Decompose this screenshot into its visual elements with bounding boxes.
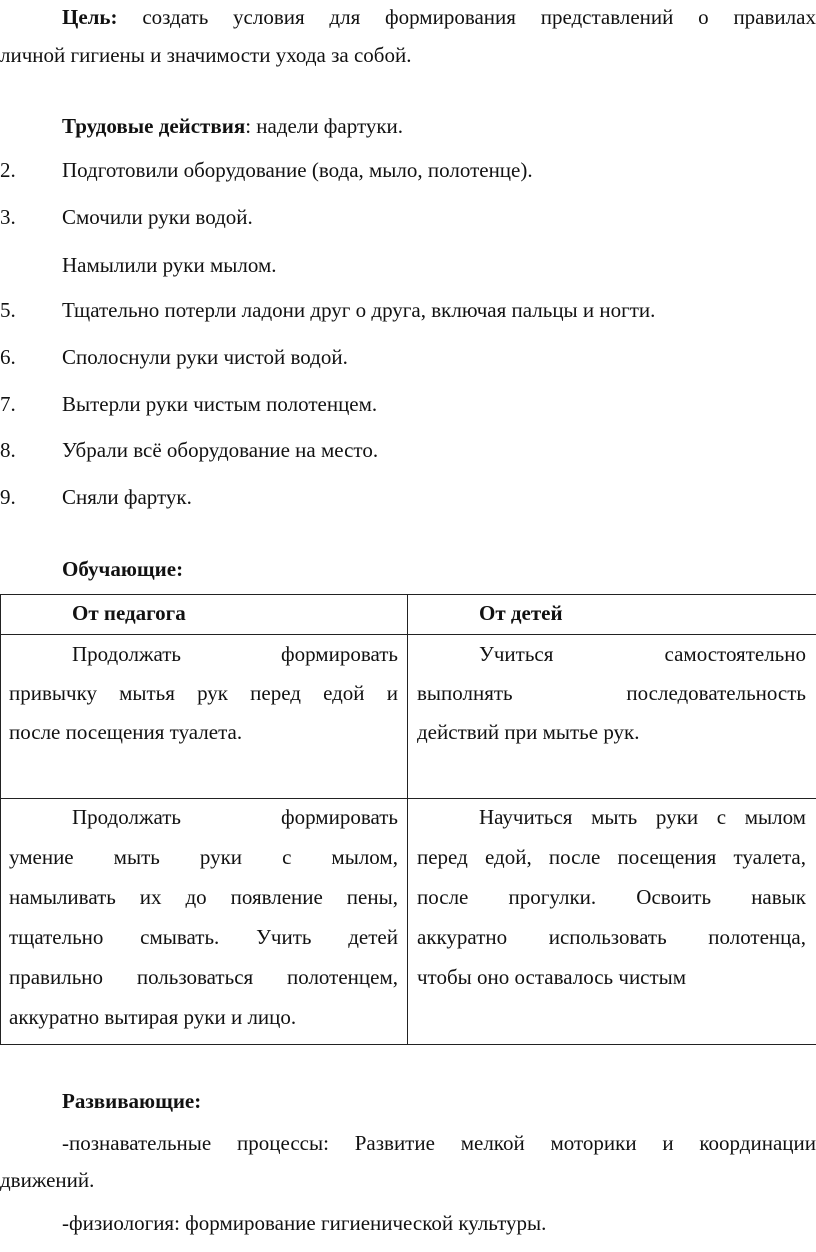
cell-word: с [716,805,727,829]
table-cell-line [9,680,398,706]
step-number: 6. [0,345,16,369]
cell-word: формировать [281,805,398,829]
cell-word: Освоить [636,885,712,909]
cell-word: после [417,885,469,909]
cell-word: Учить [256,925,312,949]
goal-word: правилах [733,5,816,29]
goal-word: для [329,5,361,29]
cell-word: посещения [617,845,717,869]
cell-word: смывать. [140,925,220,949]
goal-word: создать [142,5,209,29]
table-border [0,798,816,799]
step-text: Намылили руки мылом. [62,253,277,277]
cell-word: формировать [281,642,398,666]
goal-word: условия [233,5,305,29]
goal-word: представлений [540,5,674,29]
cell-word: рук [197,681,228,705]
labor-text: : надели фартуки. [245,114,404,138]
table-cell-line: аккуратно вытирая руки и лицо. [9,1005,297,1029]
developing-heading-text: Развивающие: [62,1089,202,1113]
cell-word: после [548,845,601,869]
cell-word: мыть [591,805,638,829]
cell-word: едой [323,681,365,705]
table-cell-line [417,884,806,910]
cell-word: мытья [119,681,175,705]
cell-word: мыть [113,845,160,869]
cell-word: едой, [485,845,532,869]
cell-word: появление [230,885,323,909]
dev-word: процессы: [237,1131,329,1155]
cell-word: руки [199,845,243,869]
cell-word: мылом [744,805,806,829]
table-cell-line [72,641,398,667]
developing-line-2: -физиология: формирование гигиенической культуры. [62,1211,547,1235]
table-cell-line [479,804,806,830]
teaching-table [0,594,816,1046]
table-cell-line [417,680,806,706]
cell-word: правильно [9,965,104,989]
goal-word: формирования [385,5,516,29]
cell-word: мылом, [331,845,398,869]
step-text: Тщательно потерли ладони друг о друга, включая пальцы и ногти. [62,298,656,322]
table-cell-line [72,804,398,830]
step-number: 5. [0,298,16,322]
cell-word: их [139,885,162,909]
cell-word: пользоваться [136,965,254,989]
developing-line-1-cont: движений. [0,1168,95,1192]
step-number: 3. [0,205,16,229]
table-cell-line: чтобы оно оставалось чистым [417,965,687,989]
cell-word: полотенца, [708,925,806,949]
step-text: Подготовили оборудование (вода, мыло, полотенце). [62,158,533,182]
table-cell-line: действий при мытье рук. [417,720,640,744]
goal-word: о [698,5,709,29]
goal-label: Цель: [62,5,118,29]
step-number: 9. [0,485,16,509]
step-text: Смочили руки водой. [62,205,253,229]
step-text: Сняли фартук. [62,485,192,509]
cell-word: самостоятельно [664,642,806,666]
cell-word: Учиться [479,642,554,666]
dev-word: и [662,1131,674,1155]
cell-word: прогулки. [508,885,597,909]
step-number: 7. [0,392,16,416]
cell-word: полотенцем, [286,965,398,989]
cell-word: туалета, [733,845,806,869]
table-header-teacher [72,600,186,626]
table-header-text: От детей [479,601,563,625]
cell-word: выполнять [417,681,513,705]
table-cell-line: после посещения туалета. [9,720,243,744]
developing-line-1 [62,1130,816,1156]
table-cell-line [9,924,398,950]
step-number: 8. [0,438,16,462]
cell-word: перед [250,681,301,705]
table-border [0,594,816,595]
cell-word: намыливать [9,885,116,909]
table-cell-line [9,844,398,870]
cell-word: тщательно [9,925,104,949]
dev-word: -познавательные [62,1131,212,1155]
step-text: Вытерли руки чистым полотенцем. [62,392,378,416]
table-header-text: От педагога [72,601,186,625]
step-text: Убрали всё оборудование на место. [62,438,379,462]
table-border [0,1044,816,1045]
developing-heading [62,1088,201,1114]
table-border [0,634,816,635]
table-cell-line [9,964,398,990]
cell-word: детей [348,925,398,949]
goal-line-2: личной гигиены и значимости ухода за собой. [0,43,412,67]
cell-word: Научиться [479,805,573,829]
cell-word: перед [417,845,468,869]
table-cell-line [479,641,806,667]
step-number: 2. [0,158,16,182]
cell-word: пены, [346,885,398,909]
cell-word: с [282,845,292,869]
cell-word: аккуратно [417,925,508,949]
cell-word: руки [655,805,699,829]
dev-word: моторики [550,1131,637,1155]
cell-word: и [386,681,398,705]
labor-label: Трудовые действия [62,114,246,138]
cell-word: Продолжать [72,805,181,829]
teaching-heading-text: Обучающие: [62,557,184,581]
table-border [0,594,1,1045]
cell-word: использовать [548,925,667,949]
cell-word: Продолжать [72,642,181,666]
dev-word: Развитие [354,1131,435,1155]
cell-word: до [185,885,207,909]
cell-word: привычку [9,681,97,705]
table-header-children [479,600,563,626]
table-border [407,594,408,1045]
cell-word: умение [9,845,74,869]
step-text: Сполоснули руки чистой водой. [62,345,348,369]
dev-word: координации [699,1131,816,1155]
cell-word: навык [751,885,806,909]
cell-word: последовательность [626,681,806,705]
table-cell-line [417,924,806,950]
table-cell-line [9,884,398,910]
table-cell-line [417,844,806,870]
teaching-heading [62,556,183,582]
dev-word: мелкой [460,1131,525,1155]
labor-line [62,113,403,139]
goal-line-1 [62,4,816,30]
